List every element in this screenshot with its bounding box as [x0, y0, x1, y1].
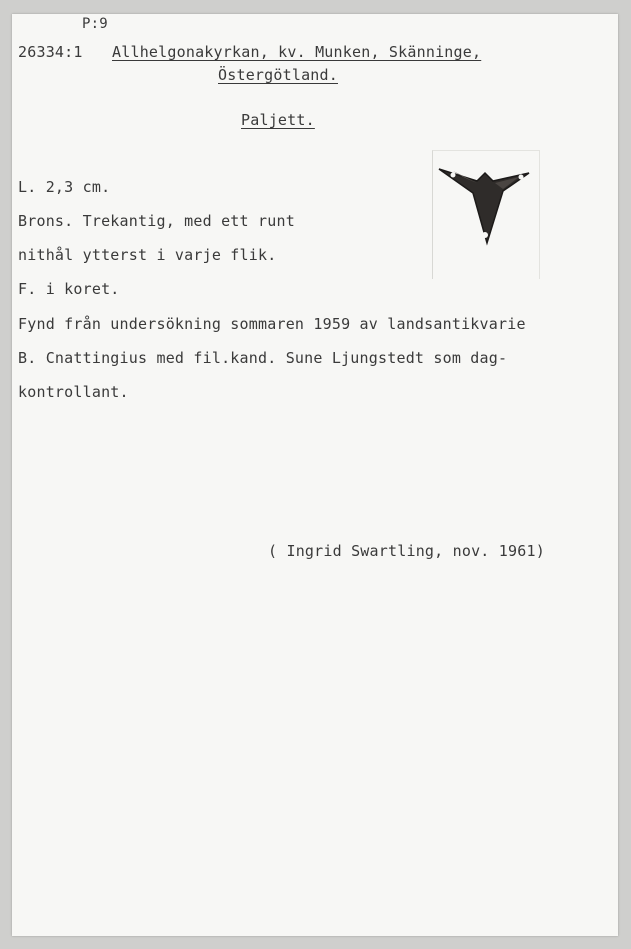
length-line: L. 2,3 cm. — [18, 178, 111, 196]
findspot-line: F. i koret. — [18, 280, 120, 298]
catalog-number: 26334:1 — [18, 43, 83, 61]
material-line: Brons. Trekantig, med ett runt — [18, 212, 295, 230]
catalog-card — [12, 14, 618, 936]
spangle-image — [433, 151, 539, 279]
artifact-photo — [432, 150, 540, 279]
provenance-line-1: Fynd från undersökning sommaren 1959 av landsantikvarie — [18, 315, 526, 333]
provenance-line-2: B. Cnattingius med fil.kand. Sune Ljungstedt som dag- — [18, 349, 508, 367]
location-line-1: Allhelgonakyrkan, kv. Munken, Skänninge, — [112, 43, 482, 61]
object-name: Paljett. — [241, 111, 315, 129]
provenance-line-3: kontrollant. — [18, 383, 129, 401]
signature: ( Ingrid Swartling, nov. 1961) — [268, 542, 545, 560]
corner-note: P:9 — [82, 16, 108, 32]
description-line: nithål ytterst i varje flik. — [18, 246, 277, 264]
location-line-2: Östergötland. — [218, 66, 338, 84]
